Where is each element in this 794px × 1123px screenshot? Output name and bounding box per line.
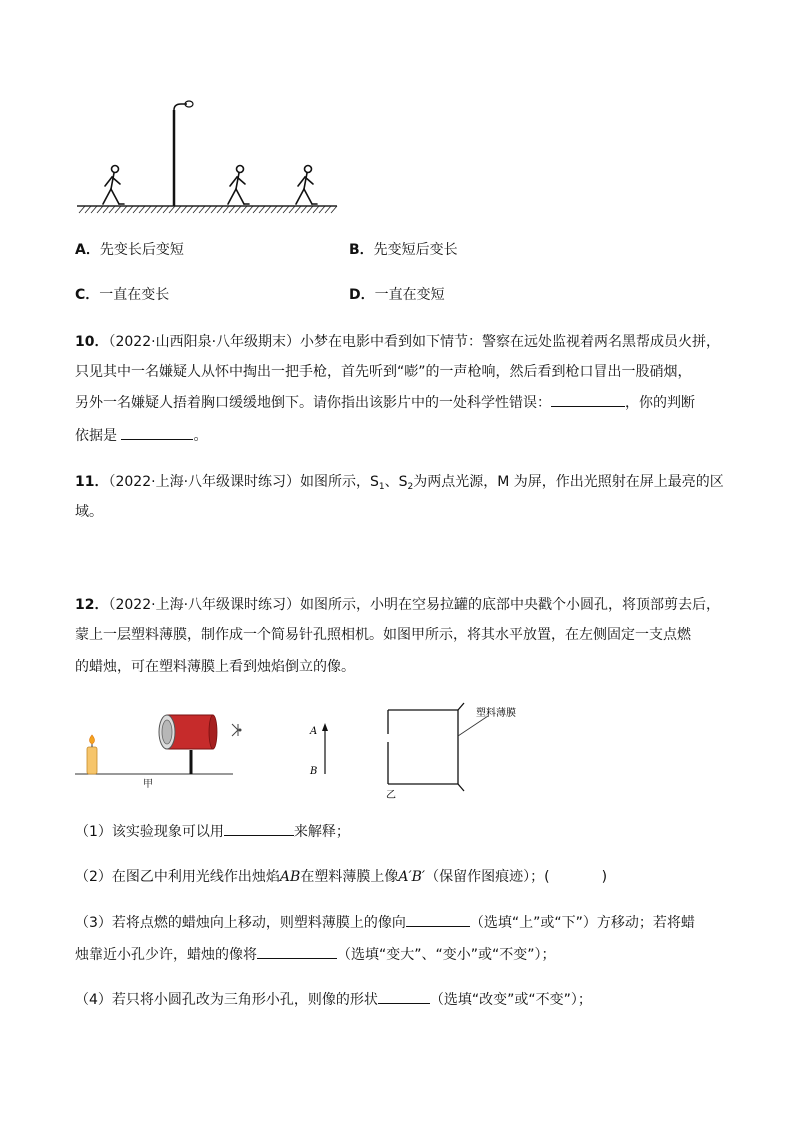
answer-blank[interactable]	[224, 821, 294, 836]
walker-1	[103, 166, 124, 205]
answer-blank[interactable]	[378, 989, 430, 1004]
q12-sub-3: （3）若将点燃的蜡烛向上移动，则塑料薄膜上的像向 （选填“上”或“下”）方移动；若将蜡	[75, 912, 695, 933]
question-source: （2022·上海·八年级课时练习）	[108, 474, 301, 490]
film-label: 塑料薄膜	[476, 708, 516, 719]
question-number: 12	[75, 597, 95, 613]
question-number: 10	[75, 334, 95, 350]
figure-label-yi: 乙	[386, 790, 396, 800]
q10-line-4: 依据是 。	[75, 425, 207, 446]
option-text: 先变长后变短	[99, 242, 184, 258]
label-a: A	[310, 726, 318, 737]
question-number: 11	[75, 474, 95, 490]
candle-arrow-ab	[305, 718, 335, 780]
answer-blank[interactable]	[406, 912, 470, 927]
answer-blank[interactable]	[257, 944, 337, 959]
question-source: （2022·山西阳泉·八年级期末）	[108, 334, 301, 350]
option-letter: D．	[349, 287, 375, 303]
q10-line-3: 另外一名嫌疑人捂着胸口缓缓地倒下。请你指出该影片中的一处科学性错误： ，你的判断	[75, 392, 695, 413]
q12-sub-2: （2）在图乙中利用光线作出烛焰AB在塑料薄膜上像A′B′（保留作图痕迹）；( )	[75, 869, 608, 885]
option-d	[349, 285, 445, 305]
film-leader-line	[458, 716, 488, 736]
option-text: 一直在变长	[99, 287, 170, 303]
q10-line-2: 只见其中一名嫌疑人从怀中掏出一把手枪，首先听到“嘭”的一声枪响，然后看到枪口冒出一股硝烟，	[75, 364, 692, 380]
q11-line-1: 11．（2022·上海·八年级课时练习）如图所示，$S_1$、$S_2$为两点光源，M 为屏，作出光照射在屏上最亮的区	[75, 474, 724, 492]
q12-line-2: 蒙上一层塑料薄膜，制作成一个简易针孔照相机。如图甲所示，将其水平放置，在左侧固定一支点燃	[75, 627, 691, 643]
option-a	[75, 240, 184, 260]
q10-line-1: 10．（2022·山西阳泉·八年级期末）小梦在电影中看到如下情节：警察在远处监视着两名黑帮成员火拼，	[75, 334, 721, 350]
candle	[87, 735, 97, 774]
option-letter: A．	[75, 242, 100, 258]
question-text: 小梦在电影中看到如下情节：警察在远处监视着两名黑帮成员火拼，	[300, 334, 721, 350]
answer-blank[interactable]	[121, 425, 193, 440]
lamp-post-figure	[75, 98, 345, 216]
label-b: B	[310, 766, 318, 777]
q12-sub-4: （4）若只将小圆孔改为三角形小孔，则像的形状 （选填“改变”或“不变”）；	[75, 989, 592, 1010]
option-text: 一直在变短	[374, 287, 445, 303]
q12-line-3: 的蜡烛，可在塑料薄膜上看到烛焰倒立的像。	[75, 659, 355, 675]
walker-2	[228, 166, 249, 205]
walker-3	[296, 166, 317, 205]
option-b	[349, 240, 458, 260]
question-source: （2022·上海·八年级课时练习）	[108, 597, 301, 613]
pinhole-camera-can	[159, 715, 217, 774]
option-letter: B．	[349, 242, 374, 258]
figure-jia	[75, 705, 255, 790]
q12-line-1: 12．（2022·上海·八年级课时练习）如图所示，小明在空易拉罐的底部中央戳个小圆孔，将顶部剪去后，	[75, 597, 721, 613]
ground	[77, 206, 337, 213]
answer-blank[interactable]	[551, 392, 625, 407]
option-c	[75, 285, 169, 305]
q11-line-2: 域。	[75, 504, 103, 520]
q12-sub-1: （1）该实验现象可以用 来解释；	[75, 821, 350, 842]
pinhole-box	[388, 703, 464, 791]
figure-label-jia: 甲	[143, 779, 153, 790]
lamp-post	[174, 101, 193, 206]
eye-icon	[230, 722, 244, 738]
q12-sub-3-cont: 烛靠近小孔少许，蜡烛的像将 （选填“变大”、“变小”或“不变”）；	[75, 944, 556, 965]
option-text: 先变短后变长	[373, 242, 458, 258]
figure-yi	[378, 700, 548, 800]
option-letter: C．	[75, 287, 100, 303]
